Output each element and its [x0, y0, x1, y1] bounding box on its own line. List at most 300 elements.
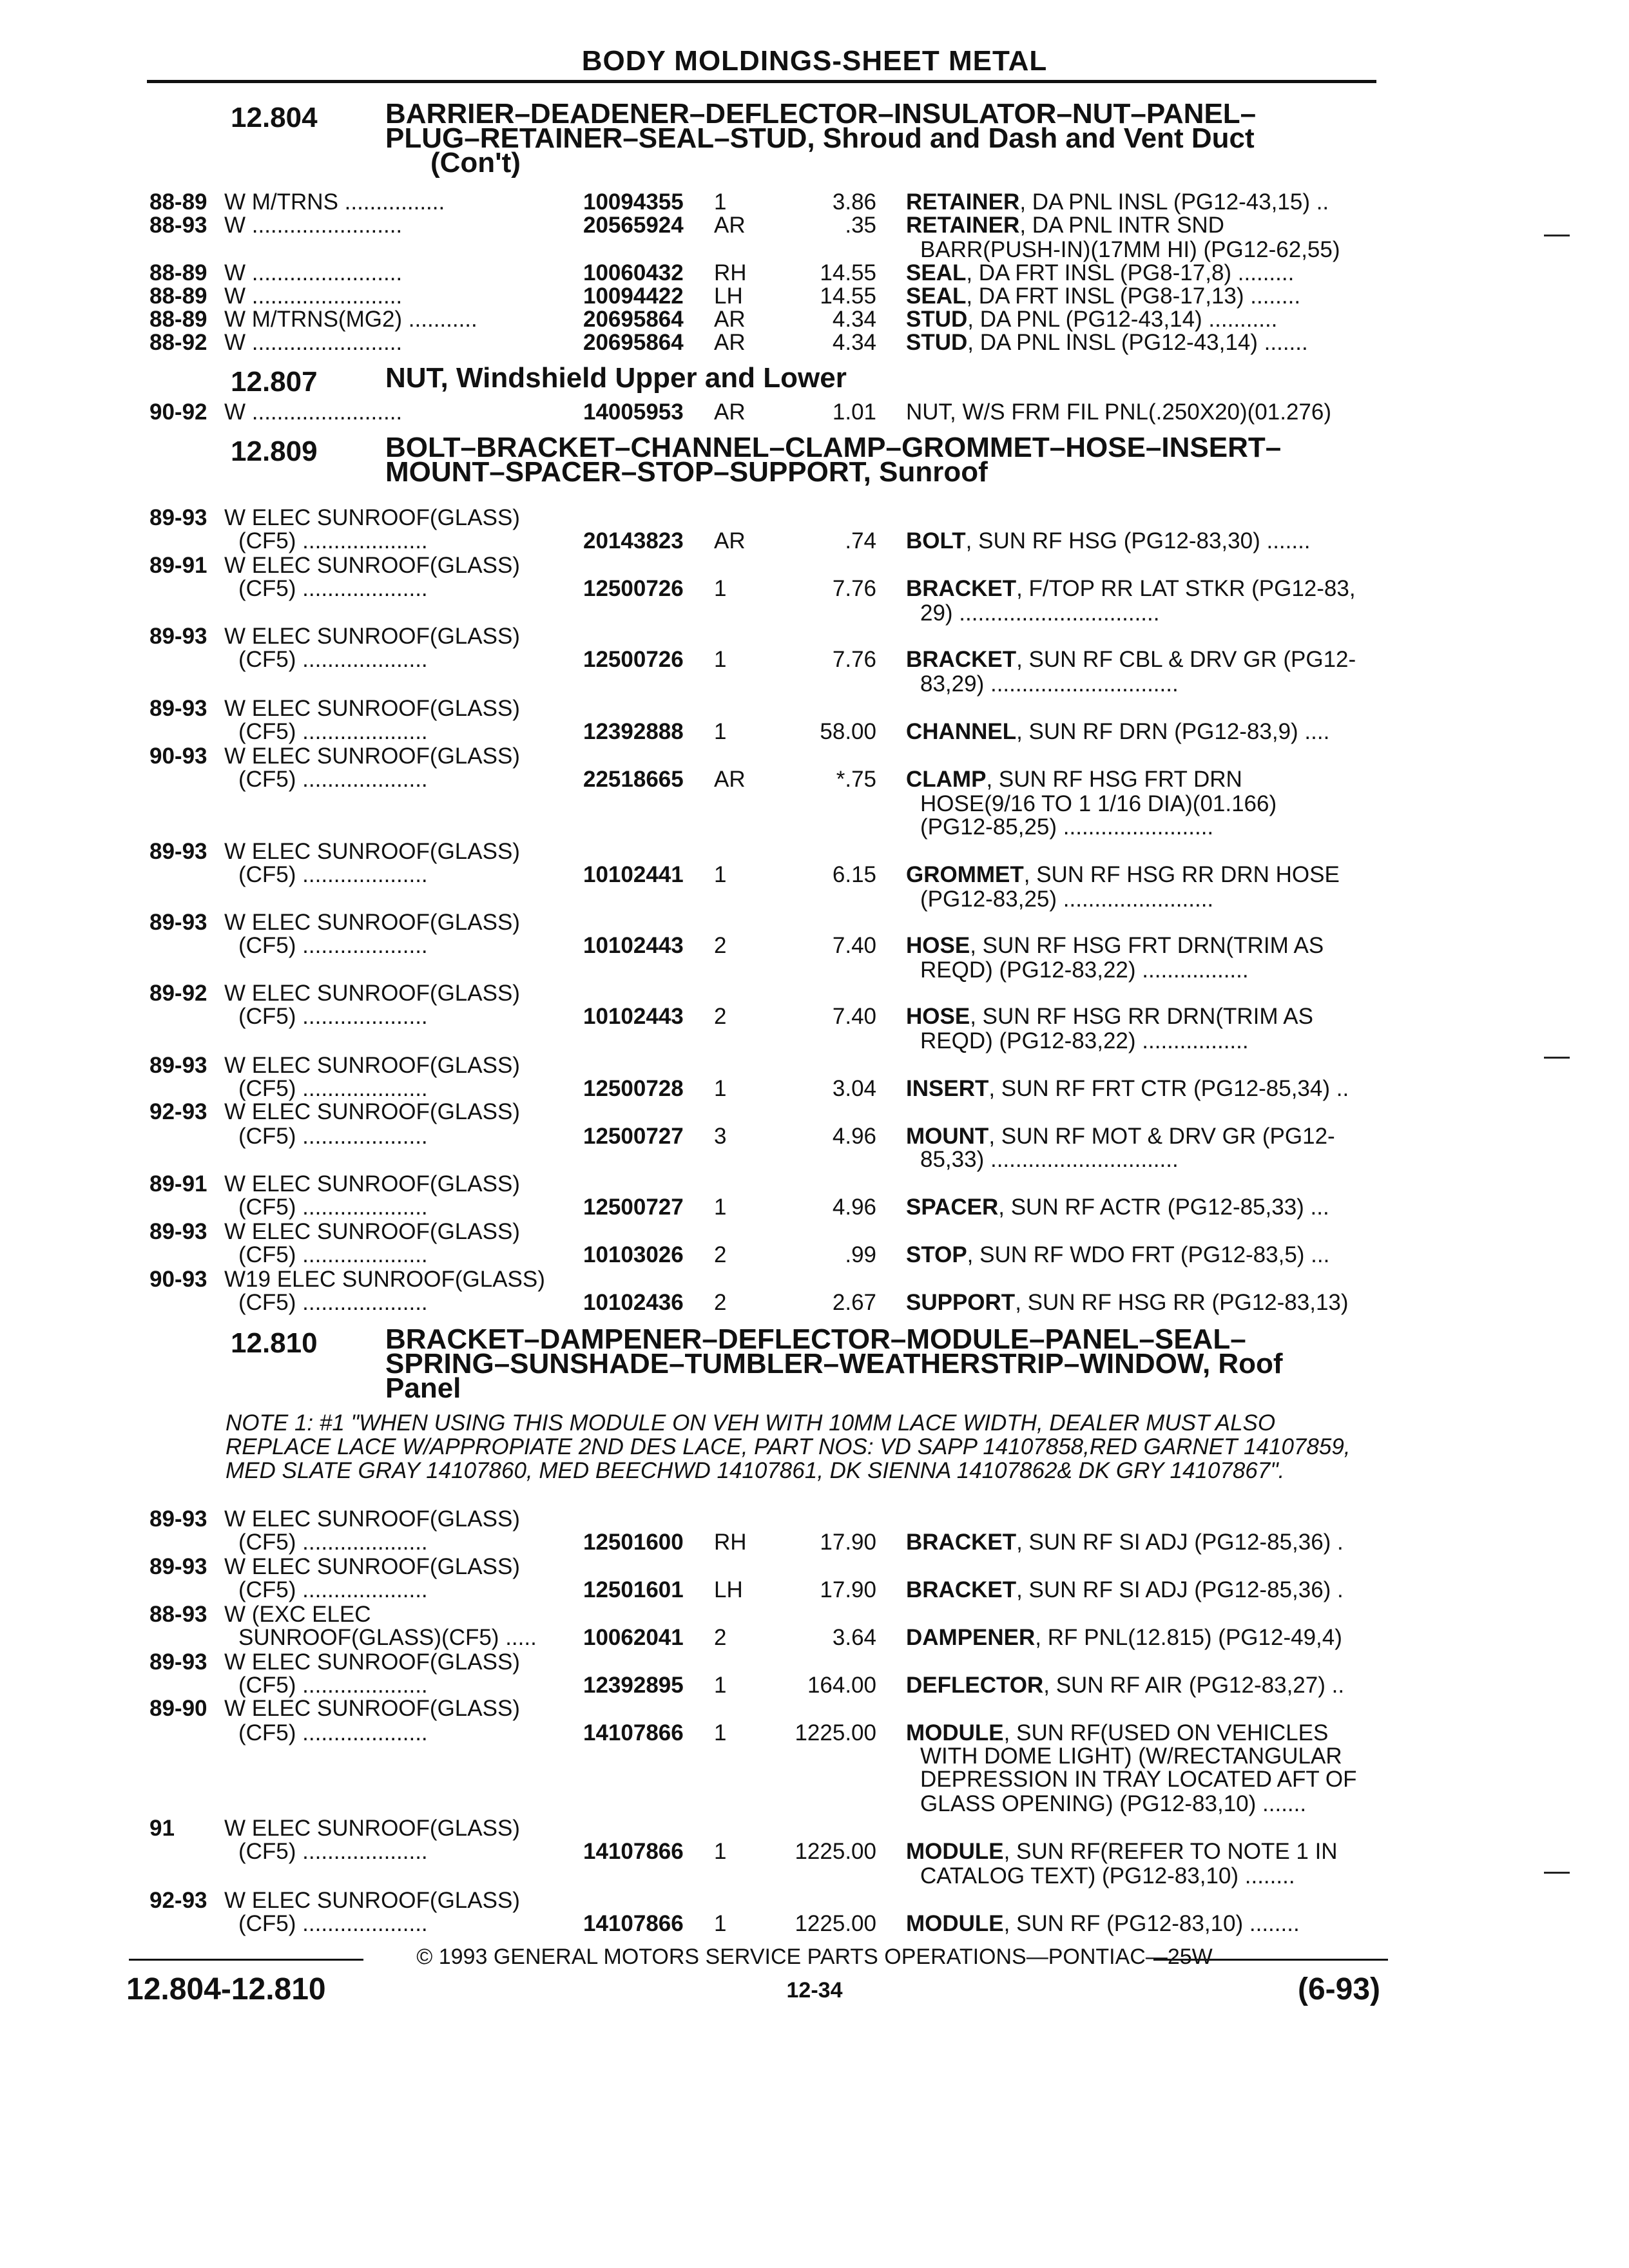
- section-number-12-807: 12.807: [231, 366, 318, 398]
- application: W ELEC SUNROOF(GLASS): [224, 1219, 520, 1244]
- part-number: 14107866: [583, 1839, 684, 1864]
- price: 4.34: [832, 307, 876, 332]
- part-number: 12501601: [583, 1577, 684, 1602]
- model-years: 92-93: [149, 1099, 207, 1124]
- description-continued: 29) ................................: [920, 601, 1160, 626]
- parts-row: [0, 1602, 1629, 1628]
- application: W ELEC SUNROOF(GLASS): [224, 505, 520, 530]
- parts-row: [0, 1028, 1629, 1054]
- parts-row: [0, 237, 1629, 263]
- catalog-note: NOTE 1: #1 "WHEN USING THIS MODULE ON VEH WITH 10MM LACE WIDTH, DEALER MUST ALSO REPLACE LACE W/APPROPIATE 2ND DES LACE, PART NOS: VD SAPP 14107858,RED GARNET 14107859, MED SLATE GRAY 14107860, MED BEECHWD 14107861, DK SIENNA 14107862& DK GRY 14107867".: [226, 1410, 1351, 1483]
- price: 17.90: [820, 1577, 876, 1602]
- quantity: AR: [714, 528, 746, 553]
- quantity: 1: [714, 647, 727, 672]
- description: [906, 528, 1311, 554]
- price: 4.34: [832, 330, 876, 355]
- model-years: 89-93: [149, 505, 207, 530]
- description-text: , F/TOP RR LAT STKR (PG12-83,: [1016, 576, 1356, 601]
- parts-row: [0, 1863, 1629, 1889]
- price: 14.55: [820, 284, 876, 309]
- price: .99: [845, 1242, 876, 1267]
- price: 7.76: [832, 576, 876, 601]
- description: [906, 1242, 1329, 1268]
- part-number: 10103026: [583, 1242, 684, 1267]
- application: (CF5) ....................: [238, 1673, 428, 1698]
- price: 1225.00: [795, 1911, 876, 1936]
- quantity: AR: [714, 767, 746, 792]
- quantity: 1: [714, 1673, 727, 1698]
- model-years: 88-93: [149, 213, 207, 238]
- quantity: 3: [714, 1124, 727, 1149]
- quantity: 1: [714, 1839, 727, 1864]
- part-number: 12501600: [583, 1530, 684, 1555]
- description-keyword: MODULE: [906, 1720, 1004, 1745]
- parts-row: [0, 1911, 1629, 1937]
- description-continued: DEPRESSION IN TRAY LOCATED AFT OF: [920, 1767, 1357, 1792]
- model-years: 89-91: [149, 553, 207, 578]
- price: .74: [845, 528, 876, 553]
- quantity: AR: [714, 330, 746, 355]
- description-continued: 83,29) ..............................: [920, 671, 1179, 697]
- application: (CF5) ....................: [238, 1720, 428, 1745]
- quantity: 2: [714, 933, 727, 958]
- quantity: LH: [714, 284, 743, 309]
- description-text: , SUN RF HSG FRT DRN(TRIM AS: [970, 933, 1324, 958]
- price: 6.15: [832, 862, 876, 887]
- price: 3.64: [832, 1625, 876, 1650]
- quantity: 2: [714, 1625, 727, 1650]
- parts-row: [0, 1720, 1629, 1746]
- description-keyword: SEAL: [906, 284, 967, 309]
- parts-row: [0, 1673, 1629, 1698]
- description-text: , DA FRT INSL (PG8-17,13) ........: [966, 284, 1301, 309]
- description: [906, 1911, 1300, 1937]
- description-keyword: STUD: [906, 307, 968, 332]
- description: [906, 1530, 1344, 1555]
- parts-row: [0, 1767, 1629, 1792]
- part-number: 10094355: [583, 189, 684, 215]
- description-text: , DA PNL (PG12-43,14) ...........: [967, 307, 1278, 332]
- section-title-12-807: [385, 362, 1391, 394]
- description: [906, 399, 1331, 425]
- parts-row: [0, 1076, 1629, 1102]
- description-text: , SUN RF DRN (PG12-83,9) ....: [1016, 719, 1330, 744]
- price: 4.96: [832, 1195, 876, 1220]
- application: W ELEC SUNROOF(GLASS): [224, 1171, 520, 1196]
- description: [906, 933, 1324, 959]
- application: W M/TRNS ................: [224, 189, 445, 215]
- model-years: 89-93: [149, 1506, 207, 1532]
- description-continued: 85,33) ..............................: [920, 1147, 1179, 1172]
- description-text: , SUN RF AIR (PG12-83,27) ..: [1043, 1673, 1345, 1698]
- description-keyword: CHANNEL: [906, 719, 1017, 744]
- description: [906, 1839, 1338, 1865]
- application: W ELEC SUNROOF(GLASS): [224, 981, 520, 1006]
- application: W ........................: [224, 399, 403, 425]
- model-years: 88-89: [149, 189, 207, 215]
- parts-row: [0, 1888, 1629, 1914]
- parts-row: [0, 814, 1629, 840]
- model-years: 90-92: [149, 399, 207, 425]
- parts-row: [0, 189, 1629, 215]
- part-number: 10102443: [583, 933, 684, 958]
- parts-row: [0, 719, 1629, 745]
- margin-tick: [1544, 1057, 1570, 1059]
- description: [906, 307, 1277, 332]
- description-text: , SUN RF ACTR (PG12-85,33) ...: [998, 1195, 1329, 1220]
- section-title-12-810: [385, 1323, 1391, 1404]
- description-text: , SUN RF SI ADJ (PG12-85,36) .: [1016, 1577, 1344, 1602]
- parts-row: [0, 1219, 1629, 1245]
- description-text: , SUN RF(REFER TO NOTE 1 IN: [1003, 1839, 1338, 1864]
- quantity: 2: [714, 1290, 727, 1315]
- description-text: , SUN RF CBL & DRV GR (PG12-: [1016, 647, 1356, 672]
- parts-row: [0, 213, 1629, 238]
- part-number: 14005953: [583, 399, 684, 425]
- parts-row: [0, 284, 1629, 309]
- description-keyword: DEFLECTOR: [906, 1673, 1044, 1698]
- description-keyword: HOSE: [906, 1004, 970, 1029]
- description: [906, 1195, 1329, 1220]
- application: W ELEC SUNROOF(GLASS): [224, 839, 520, 864]
- parts-row: [0, 957, 1629, 983]
- description: [906, 1004, 1313, 1030]
- section-title-line: Panel: [385, 1372, 461, 1404]
- description-text: , SUN RF MOT & DRV GR (PG12-: [988, 1124, 1335, 1149]
- description-continued: REQD) (PG12-83,22) .................: [920, 1028, 1249, 1053]
- price: 3.86: [832, 189, 876, 215]
- part-number: 20143823: [583, 528, 684, 553]
- description-keyword: RETAINER: [906, 213, 1020, 238]
- application: (CF5) ....................: [238, 767, 428, 792]
- section-title-line: SPRING–SUNSHADE–TUMBLER–WEATHERSTRIP–WINDOW, Roof: [385, 1348, 1283, 1379]
- description-text: , SUN RF HSG FRT DRN: [986, 767, 1242, 792]
- application: W (EXC ELEC: [224, 1602, 371, 1627]
- part-number: 12500728: [583, 1076, 684, 1101]
- description-keyword: STUD: [906, 330, 968, 355]
- description-text: , SUN RF (PG12-83,10) ........: [1003, 1911, 1300, 1936]
- model-years: 89-92: [149, 981, 207, 1006]
- part-number: 20695864: [583, 330, 684, 355]
- price: 1225.00: [795, 1720, 876, 1745]
- model-years: 89-93: [149, 1053, 207, 1078]
- application: (CF5) ....................: [238, 576, 428, 601]
- quantity: LH: [714, 1577, 743, 1602]
- parts-row: [0, 1696, 1629, 1722]
- quantity: AR: [714, 213, 746, 238]
- price: 58.00: [820, 719, 876, 744]
- description-text: , DA PNL INTR SND: [1019, 213, 1224, 238]
- quantity: 1: [714, 1076, 727, 1101]
- price: 2.67: [832, 1290, 876, 1315]
- application: (CF5) ....................: [238, 1004, 428, 1029]
- section-number-12-810: 12.810: [231, 1327, 318, 1359]
- part-number: 10102436: [583, 1290, 684, 1315]
- part-number: 10094422: [583, 284, 684, 309]
- application: W ELEC SUNROOF(GLASS): [224, 553, 520, 578]
- application: (CF5) ....................: [238, 1242, 428, 1267]
- parts-row: [0, 553, 1629, 579]
- parts-row: [0, 260, 1629, 286]
- model-years: 90-93: [149, 744, 207, 769]
- application: (CF5) ....................: [238, 1076, 428, 1101]
- description: [906, 862, 1340, 888]
- application: W ELEC SUNROOF(GLASS): [224, 624, 520, 649]
- model-years: 89-93: [149, 624, 207, 649]
- price: 4.96: [832, 1124, 876, 1149]
- price: *.75: [836, 767, 876, 792]
- description-text: , SUN RF SI ADJ (PG12-85,36) .: [1016, 1530, 1344, 1555]
- parts-row: [0, 399, 1629, 425]
- description-text: , RF PNL(12.815) (PG12-49,4): [1035, 1625, 1342, 1650]
- description-text: , DA FRT INSL (PG8-17,8) .........: [966, 260, 1295, 285]
- footer-section-range: 12.804-12.810: [126, 1972, 326, 2006]
- model-years: 88-92: [149, 330, 207, 355]
- model-years: 89-93: [149, 1554, 207, 1579]
- parts-row: [0, 1530, 1629, 1555]
- description-keyword: MODULE: [906, 1911, 1004, 1936]
- description-keyword: BRACKET: [906, 1530, 1017, 1555]
- quantity: 2: [714, 1004, 727, 1029]
- section-title-12-809: [385, 432, 1391, 488]
- description-keyword: BOLT: [906, 528, 966, 553]
- section-title-line: BARRIER–DEADENER–DEFLECTOR–INSULATOR–NUT–PANEL–: [385, 98, 1257, 130]
- price: 7.40: [832, 1004, 876, 1029]
- description: [906, 576, 1356, 602]
- quantity: 2: [714, 1242, 727, 1267]
- description: [906, 1290, 1349, 1316]
- model-years: 88-89: [149, 307, 207, 332]
- description: [906, 1625, 1342, 1651]
- section-title-line: (Con't): [430, 147, 521, 178]
- parts-row: [0, 505, 1629, 531]
- description: [906, 1577, 1344, 1603]
- description-keyword: STOP: [906, 1242, 967, 1267]
- model-years: 88-89: [149, 260, 207, 285]
- price: 164.00: [807, 1673, 876, 1698]
- application: W ........................: [224, 213, 403, 238]
- description-keyword: CLAMP: [906, 767, 987, 792]
- application: (CF5) ....................: [238, 1577, 428, 1602]
- part-number: 20695864: [583, 307, 684, 332]
- description-continued: (PG12-83,25) ........................: [920, 887, 1214, 912]
- footer-page-number: 12-34: [786, 1978, 843, 2003]
- part-number: 10102441: [583, 862, 684, 887]
- quantity: 1: [714, 1911, 727, 1936]
- quantity: 1: [714, 862, 727, 887]
- application: W ELEC SUNROOF(GLASS): [224, 1099, 520, 1124]
- quantity: 1: [714, 1720, 727, 1745]
- parts-row: [0, 744, 1629, 769]
- description: [906, 1124, 1335, 1149]
- application: SUNROOF(GLASS)(CF5) .....: [238, 1625, 537, 1650]
- header-rule: [147, 80, 1376, 83]
- parts-row: [0, 767, 1629, 793]
- section-title-line: NUT, Windshield Upper and Lower: [385, 362, 847, 394]
- parts-row: [0, 1099, 1629, 1125]
- description-continued: CATALOG TEXT) (PG12-83,10) ........: [920, 1863, 1295, 1888]
- description: [906, 1720, 1328, 1746]
- application: W M/TRNS(MG2) ...........: [224, 307, 477, 332]
- description-continued: HOSE(9/16 TO 1 1/16 DIA)(01.166): [920, 791, 1277, 816]
- parts-row: [0, 647, 1629, 673]
- parts-row: [0, 1004, 1629, 1030]
- footer-copyright: © 1993 GENERAL MOTORS SERVICE PARTS OPERATIONS—PONTIAC—25W: [416, 1945, 1213, 1969]
- parts-row: [0, 1791, 1629, 1817]
- model-years: 88-93: [149, 1602, 207, 1627]
- application: W ........................: [224, 260, 403, 285]
- parts-row: [0, 1744, 1629, 1769]
- parts-row: [0, 1816, 1629, 1841]
- model-years: 89-93: [149, 1649, 207, 1675]
- parts-row: [0, 1053, 1629, 1079]
- quantity: RH: [714, 1530, 747, 1555]
- parts-row: [0, 696, 1629, 722]
- description-keyword: SPACER: [906, 1195, 999, 1220]
- description-keyword: SEAL: [906, 260, 967, 285]
- description-text: , SUN RF WDO FRT (PG12-83,5) ...: [967, 1242, 1330, 1267]
- price: 7.40: [832, 933, 876, 958]
- parts-row: [0, 839, 1629, 865]
- parts-row: [0, 671, 1629, 697]
- description-keyword: RETAINER: [906, 189, 1020, 215]
- description-continued: (PG12-85,25) ........................: [920, 814, 1214, 840]
- price: 7.76: [832, 647, 876, 672]
- description: [906, 189, 1329, 215]
- page-header: BODY MOLDINGS-SHEET METAL: [581, 45, 1048, 77]
- description-text: , SUN RF HSG RR DRN(TRIM AS: [970, 1004, 1313, 1029]
- description: [906, 647, 1356, 673]
- application: (CF5) ....................: [238, 1911, 428, 1936]
- application: (CF5) ....................: [238, 1195, 428, 1220]
- model-years: 89-91: [149, 1171, 207, 1196]
- description: [906, 719, 1329, 745]
- parts-row: [0, 528, 1629, 554]
- application: W ELEC SUNROOF(GLASS): [224, 1888, 520, 1913]
- parts-row: [0, 862, 1629, 888]
- parts-row: [0, 624, 1629, 649]
- description-text: , DA PNL INSL (PG12-43,14) .......: [967, 330, 1308, 355]
- parts-row: [0, 1290, 1629, 1316]
- section-title-line: BOLT–BRACKET–CHANNEL–CLAMP–GROMMET–HOSE–INSERT–: [385, 432, 1282, 463]
- description-keyword: BRACKET: [906, 1577, 1017, 1602]
- quantity: 1: [714, 719, 727, 744]
- parts-row: [0, 981, 1629, 1006]
- parts-row: [0, 933, 1629, 959]
- margin-tick: [1544, 235, 1570, 236]
- quantity: RH: [714, 260, 747, 285]
- parts-row: [0, 330, 1629, 356]
- description-keyword: DAMPENER: [906, 1625, 1036, 1650]
- application: (CF5) ....................: [238, 1530, 428, 1555]
- section-number-12-809: 12.809: [231, 436, 318, 467]
- section-title-12-804: [385, 98, 1391, 178]
- application: (CF5) ....................: [238, 528, 428, 553]
- parts-row: [0, 1625, 1629, 1651]
- description-text: , SUN RF HSG (PG12-83,30) .......: [965, 528, 1311, 553]
- application: (CF5) ....................: [238, 933, 428, 958]
- application: W ELEC SUNROOF(GLASS): [224, 1554, 520, 1579]
- application: W ........................: [224, 330, 403, 355]
- parts-row: [0, 307, 1629, 332]
- part-number: 10060432: [583, 260, 684, 285]
- model-years: 89-93: [149, 696, 207, 721]
- part-number: 20565924: [583, 213, 684, 238]
- application: (CF5) ....................: [238, 1290, 428, 1315]
- section-title-line: MOUNT–SPACER–STOP–SUPPORT, Sunroof: [385, 456, 988, 488]
- price: 1225.00: [795, 1839, 876, 1864]
- parts-row: [0, 910, 1629, 936]
- description: [906, 260, 1294, 286]
- description-text: , SUN RF(USED ON VEHICLES: [1003, 1720, 1329, 1745]
- description-text: , SUN RF FRT CTR (PG12-85,34) ..: [988, 1076, 1349, 1101]
- part-number: 14107866: [583, 1720, 684, 1745]
- price: 14.55: [820, 260, 876, 285]
- description-keyword: GROMMET: [906, 862, 1024, 887]
- part-number: 12500726: [583, 647, 684, 672]
- section-title-line: PLUG–RETAINER–SEAL–STUD, Shroud and Dash and Vent Duct: [385, 122, 1255, 154]
- parts-row: [0, 1267, 1629, 1293]
- model-years: 88-89: [149, 284, 207, 309]
- parts-row: [0, 1839, 1629, 1865]
- parts-row: [0, 1195, 1629, 1220]
- quantity: AR: [714, 307, 746, 332]
- parts-row: [0, 1124, 1629, 1149]
- section-number-12-804: 12.804: [231, 102, 318, 133]
- application: W ELEC SUNROOF(GLASS): [224, 696, 520, 721]
- part-number: 12500727: [583, 1195, 684, 1220]
- model-years: 92-93: [149, 1888, 207, 1913]
- description-continued: GLASS OPENING) (PG12-83,10) .......: [920, 1791, 1307, 1816]
- price: 3.04: [832, 1076, 876, 1101]
- description-text: , DA PNL INSL (PG12-43,15) ..: [1019, 189, 1329, 215]
- parts-row: [0, 887, 1629, 912]
- description-text: NUT, W/S FRM FIL PNL(.250X20)(01.276): [906, 399, 1332, 425]
- description-continued: BARR(PUSH-IN)(17MM HI) (PG12-62,55): [920, 237, 1340, 262]
- part-number: 10062041: [583, 1625, 684, 1650]
- description: [906, 767, 1242, 793]
- description: [906, 284, 1300, 309]
- price: 1.01: [832, 399, 876, 425]
- part-number: 12392895: [583, 1673, 684, 1698]
- description-text: , SUN RF HSG RR (PG12-83,13): [1015, 1290, 1349, 1315]
- description-keyword: SUPPORT: [906, 1290, 1016, 1315]
- part-number: 12392888: [583, 719, 684, 744]
- application: W ELEC SUNROOF(GLASS): [224, 1053, 520, 1078]
- description-keyword: MOUNT: [906, 1124, 989, 1149]
- quantity: 1: [714, 189, 727, 215]
- parts-row: [0, 1577, 1629, 1603]
- description: [906, 213, 1224, 238]
- parts-row: [0, 1506, 1629, 1532]
- part-number: 12500726: [583, 576, 684, 601]
- application: (CF5) ....................: [238, 647, 428, 672]
- parts-row: [0, 1171, 1629, 1197]
- description: [906, 1076, 1349, 1102]
- description-keyword: MODULE: [906, 1839, 1004, 1864]
- parts-row: [0, 1147, 1629, 1173]
- application: W19 ELEC SUNROOF(GLASS): [224, 1267, 545, 1292]
- application: W ........................: [224, 284, 403, 309]
- application: (CF5) ....................: [238, 862, 428, 887]
- parts-row: [0, 1649, 1629, 1675]
- parts-row: [0, 1554, 1629, 1580]
- price: 17.90: [820, 1530, 876, 1555]
- part-number: 14107866: [583, 1911, 684, 1936]
- parts-row: [0, 576, 1629, 602]
- description-keyword: BRACKET: [906, 647, 1017, 672]
- part-number: 22518665: [583, 767, 684, 792]
